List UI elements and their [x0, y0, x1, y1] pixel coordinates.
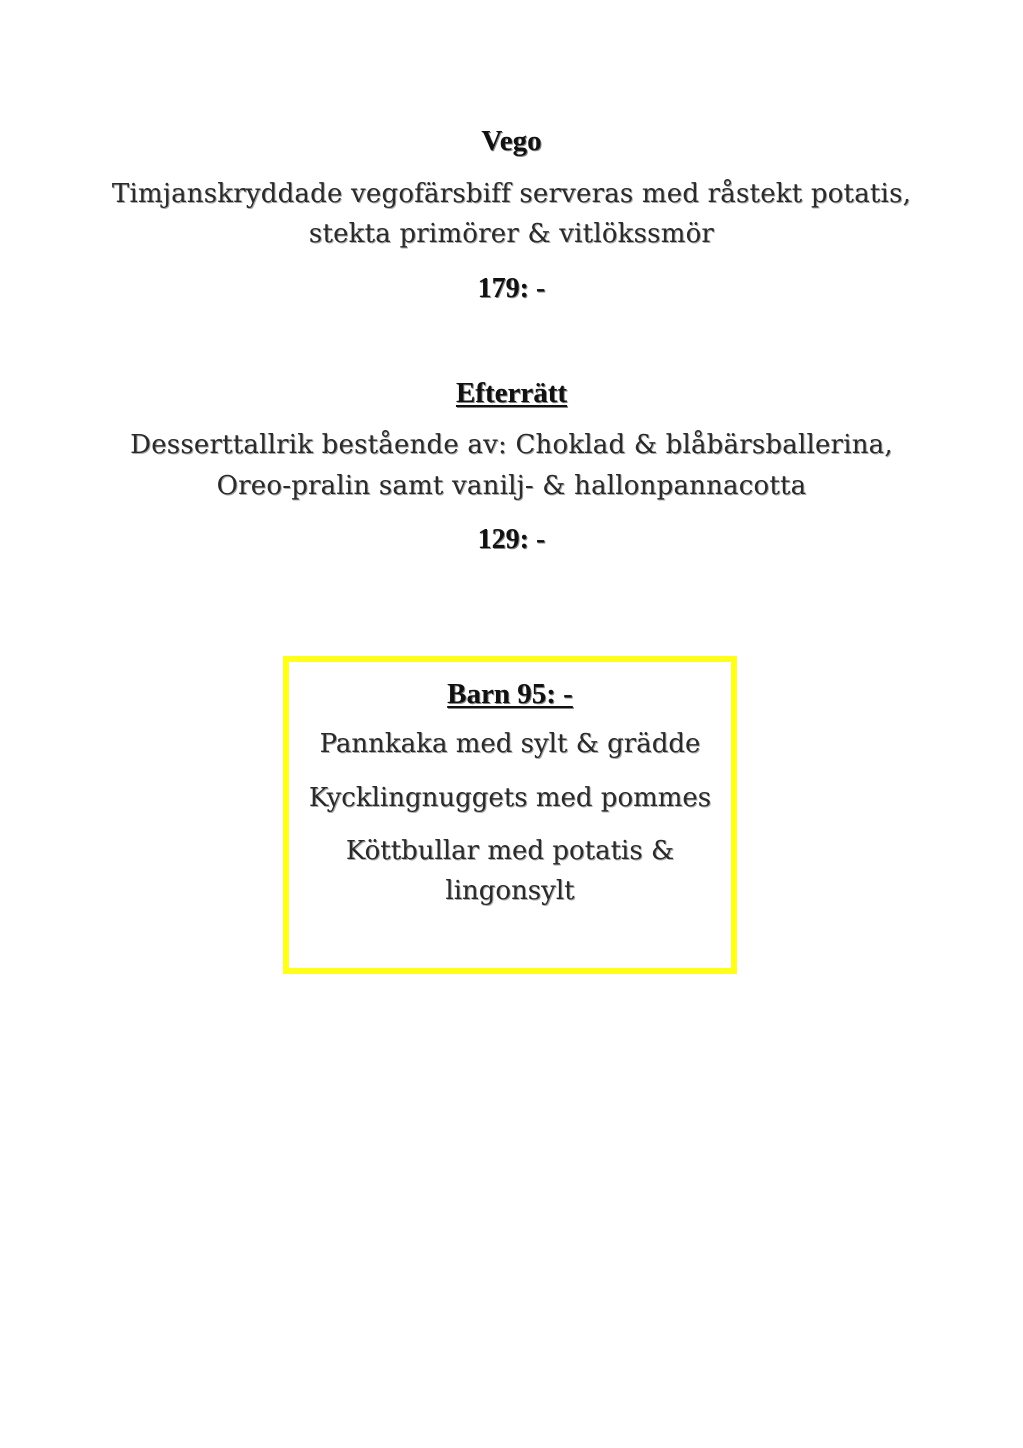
kids-item: Pannkaka med sylt & grädde	[319, 729, 701, 759]
vego-description-line-1: Timjanskryddade vegofärsbiff serveras med råstekt potatis,	[111, 179, 912, 209]
vego-price: 179: -	[477, 273, 546, 304]
dessert-description-line-2: Oreo-pralin samt vanilj- & hallonpannacotta	[216, 471, 807, 501]
kids-heading: Barn 95: -	[447, 678, 573, 710]
kids-item: lingonsylt	[445, 876, 575, 906]
vego-description-line-2: stekta primörer & vitlökssmör	[308, 219, 715, 249]
kids-item: Kycklingnuggets med pommes	[308, 783, 712, 813]
dessert-description-line-1: Desserttallrik bestående av: Choklad & blåbärsballerina,	[130, 430, 893, 460]
dessert-heading: Efterrätt	[455, 377, 568, 409]
dessert-price: 129: -	[477, 524, 546, 555]
kids-item: Köttbullar med potatis &	[345, 836, 675, 866]
vego-heading: Vego	[481, 125, 542, 157]
kids-menu-box	[283, 656, 737, 974]
